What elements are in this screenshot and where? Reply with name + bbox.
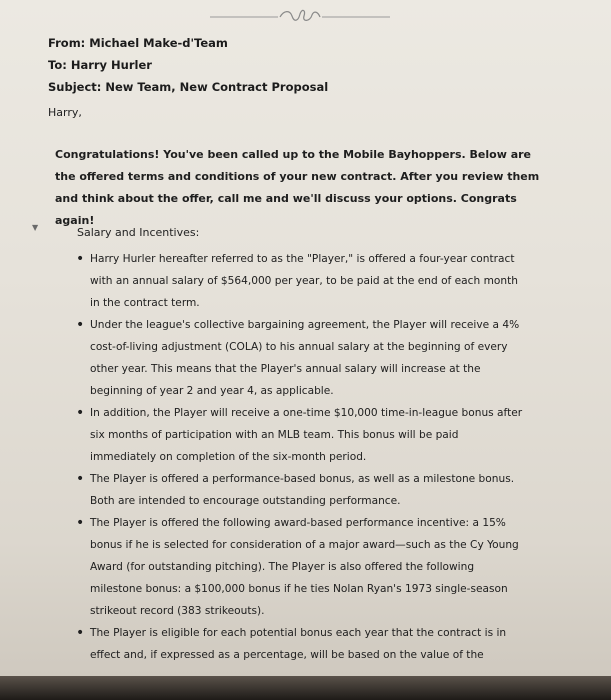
collapse-triangle-icon[interactable]: ▼ <box>32 223 39 232</box>
memo-header <box>48 32 328 98</box>
decorative-ornament-icon <box>200 6 400 26</box>
list-item: • Harry Hurler hereafter referred to as the "Player," is offered a four-year contract with an annual salary of $564,000 per year, to be paid at the end of each month in the contract term. <box>76 248 526 314</box>
list-item: • Under the league's collective bargaining agreement, the Player will receive a 4% cost-of-living adjustment (COLA) to his annual salary at the beginning of every other year. This means that the Player's annual salary will increase at the beginning of year 2 and year 4, as applicable. <box>76 314 526 402</box>
list-item: • In addition, the Player will receive a one-time $10,000 time-in-league bonus after six months of participation with an MLB team. This bonus will be paid immediately on completion of the six-month period. <box>76 402 526 468</box>
memo-intro: Congratulations! You've been called up to the Mobile Bayhoppers. Below are the offered terms and conditions of your new contract. After you review them and think about the offer, call me and we'll discuss your options. Congrats again! <box>55 148 540 227</box>
list-item: • The Player is offered the following award-based performance incentive: a 15% bonus if he is selected for consideration of a major award—such as the Cy Young Award (for outstanding pitching). The Player is also offered the following milestone bonus: a $100,000 bonus if he ties Nolan Ryan's 1973 single-season strikeout record (383 strikeouts). <box>76 512 526 622</box>
bullet-list <box>76 248 526 666</box>
memo-greeting: Harry, <box>48 106 82 119</box>
photo-bottom-edge <box>0 676 611 700</box>
memo-from: From: Michael Make-d'Team <box>48 36 228 50</box>
memo-subject: Subject: New Team, New Contract Proposal <box>48 80 329 94</box>
section-title: Salary and Incentives: <box>77 226 200 239</box>
list-item: • The Player is eligible for each potential bonus each year that the contract is in effect and, if expressed as a percentage, will be based on the value of the <box>76 622 526 666</box>
memo-to: To: Harry Hurler <box>48 58 152 72</box>
list-item: • The Player is offered a performance-based bonus, as well as a milestone bonus. Both are intended to encourage outstanding performance. <box>76 468 526 512</box>
